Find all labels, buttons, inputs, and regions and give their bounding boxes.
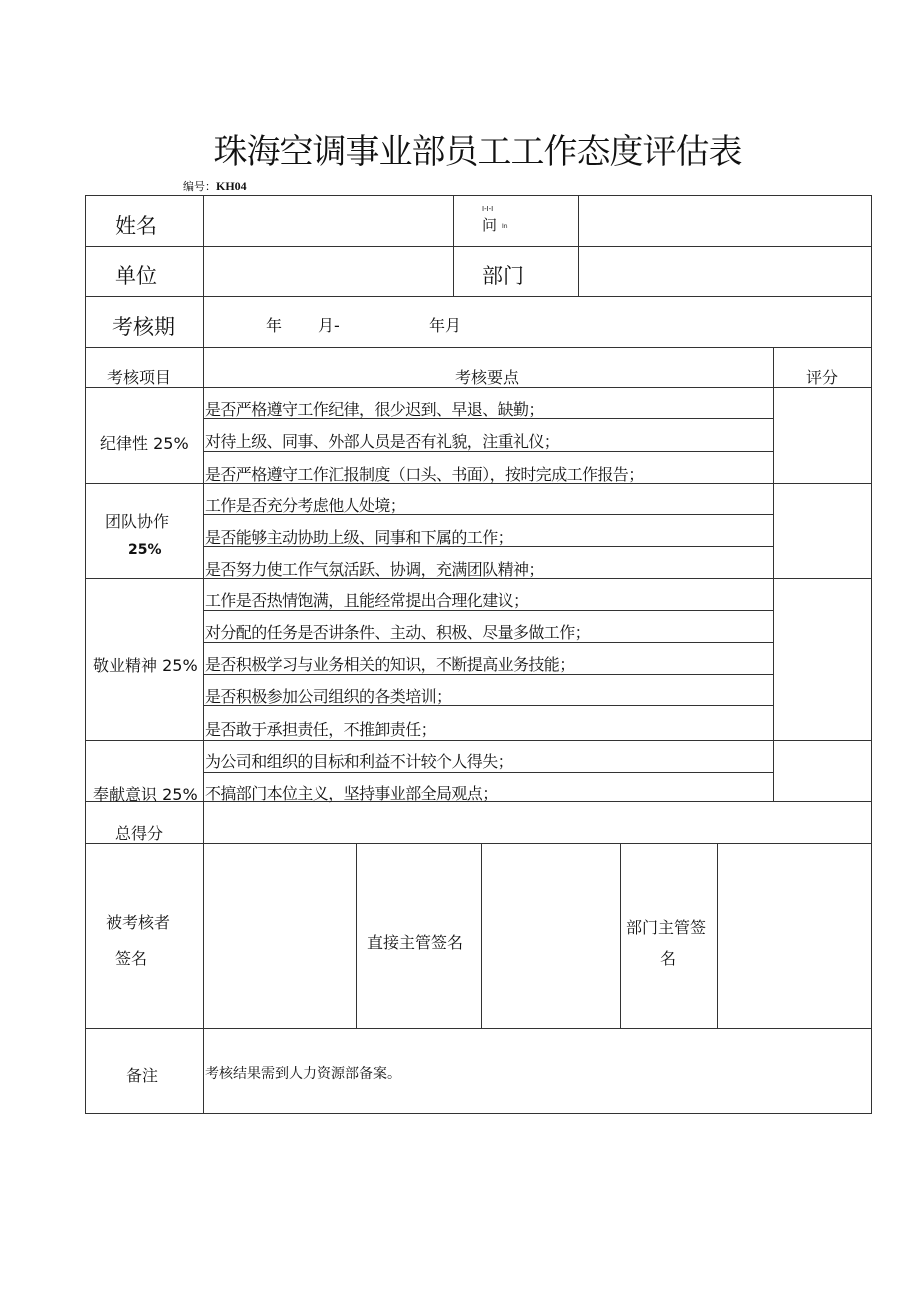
criterion-dedication-3: 是否积极学习与业务相关的知识，不断提高业务技能； xyxy=(205,655,575,674)
period-month-start: 月- xyxy=(318,316,340,335)
column-header-points: 考核要点 xyxy=(455,368,520,387)
criterion-dedication-4: 是否积极参加公司组织的各类培训； xyxy=(205,687,452,706)
criterion-discipline-3: 是否严格遵守工作汇报制度（口头、书面），按时完成工作报告； xyxy=(205,465,644,484)
criterion-contribution-1: 为公司和组织的目标和利益不计较个人得失； xyxy=(205,752,514,771)
column-header-item: 考核项目 xyxy=(107,368,172,387)
criterion-dedication-1: 工作是否热情饱满，且能经常提出合理化建议； xyxy=(205,591,529,610)
total-score-label: 总得分 xyxy=(115,824,164,843)
form-title: 珠海空调事业部员工工作态度评估表 xyxy=(213,132,742,172)
evaluation-table xyxy=(85,195,872,1114)
position-label-small: In xyxy=(502,223,508,230)
examinee-signature-label: 被考核者 xyxy=(106,913,171,932)
remarks-text: 考核结果需到人力资源部备案。 xyxy=(205,1066,401,1082)
examinee-signature-label-2: 签名 xyxy=(115,949,148,968)
criterion-teamwork-1: 工作是否充分考虑他人处境； xyxy=(205,496,406,515)
unit-label: 单位 xyxy=(115,264,157,288)
name-label: 姓名 xyxy=(115,214,157,238)
position-label-top: I-I-I xyxy=(482,205,494,213)
column-header-score: 评分 xyxy=(806,368,839,387)
dept-head-signature-label-2: 名 xyxy=(660,949,677,968)
category-discipline: 纪律性 25% xyxy=(100,434,189,453)
criterion-discipline-1: 是否严格遵守工作纪律，很少迟到、早退、缺勤； xyxy=(205,400,544,419)
direct-supervisor-signature-label: 直接主管签名 xyxy=(367,933,464,952)
criterion-dedication-5: 是否敢于承担责任，不推卸责任； xyxy=(205,720,437,739)
category-contribution: 奉献意识 25% xyxy=(93,785,198,804)
form-code xyxy=(183,178,247,194)
criterion-dedication-2: 对分配的任务是否讲条件、主动、积极、尽量多做工作； xyxy=(205,623,591,642)
department-label: 部门 xyxy=(482,264,524,288)
category-dedication: 敬业精神 25% xyxy=(93,656,198,675)
form-code-value: KH04 xyxy=(216,179,247,193)
period-year-start: 年 xyxy=(266,316,283,335)
position-label: 问 xyxy=(482,216,498,234)
category-teamwork: 团队协作 xyxy=(105,512,170,531)
dept-head-signature-label: 部门主管签 xyxy=(626,918,707,937)
criterion-teamwork-2: 是否能够主动协助上级、同事和下属的工作； xyxy=(205,528,514,547)
form-code-label: 编号： xyxy=(183,180,216,193)
criterion-contribution-2: 不搞部门本位主义，坚持事业部全局观点； xyxy=(205,784,498,803)
criterion-teamwork-3: 是否努力使工作气氛活跃、协调，充满团队精神； xyxy=(205,560,544,579)
period-label: 考核期 xyxy=(112,315,175,339)
criterion-discipline-2: 对待上级、同事、外部人员是否有礼貌，注重礼仪； xyxy=(205,432,560,451)
period-end: 年月 xyxy=(429,316,462,335)
remarks-label: 备注 xyxy=(126,1066,159,1085)
category-teamwork-weight: 25% xyxy=(128,542,162,558)
